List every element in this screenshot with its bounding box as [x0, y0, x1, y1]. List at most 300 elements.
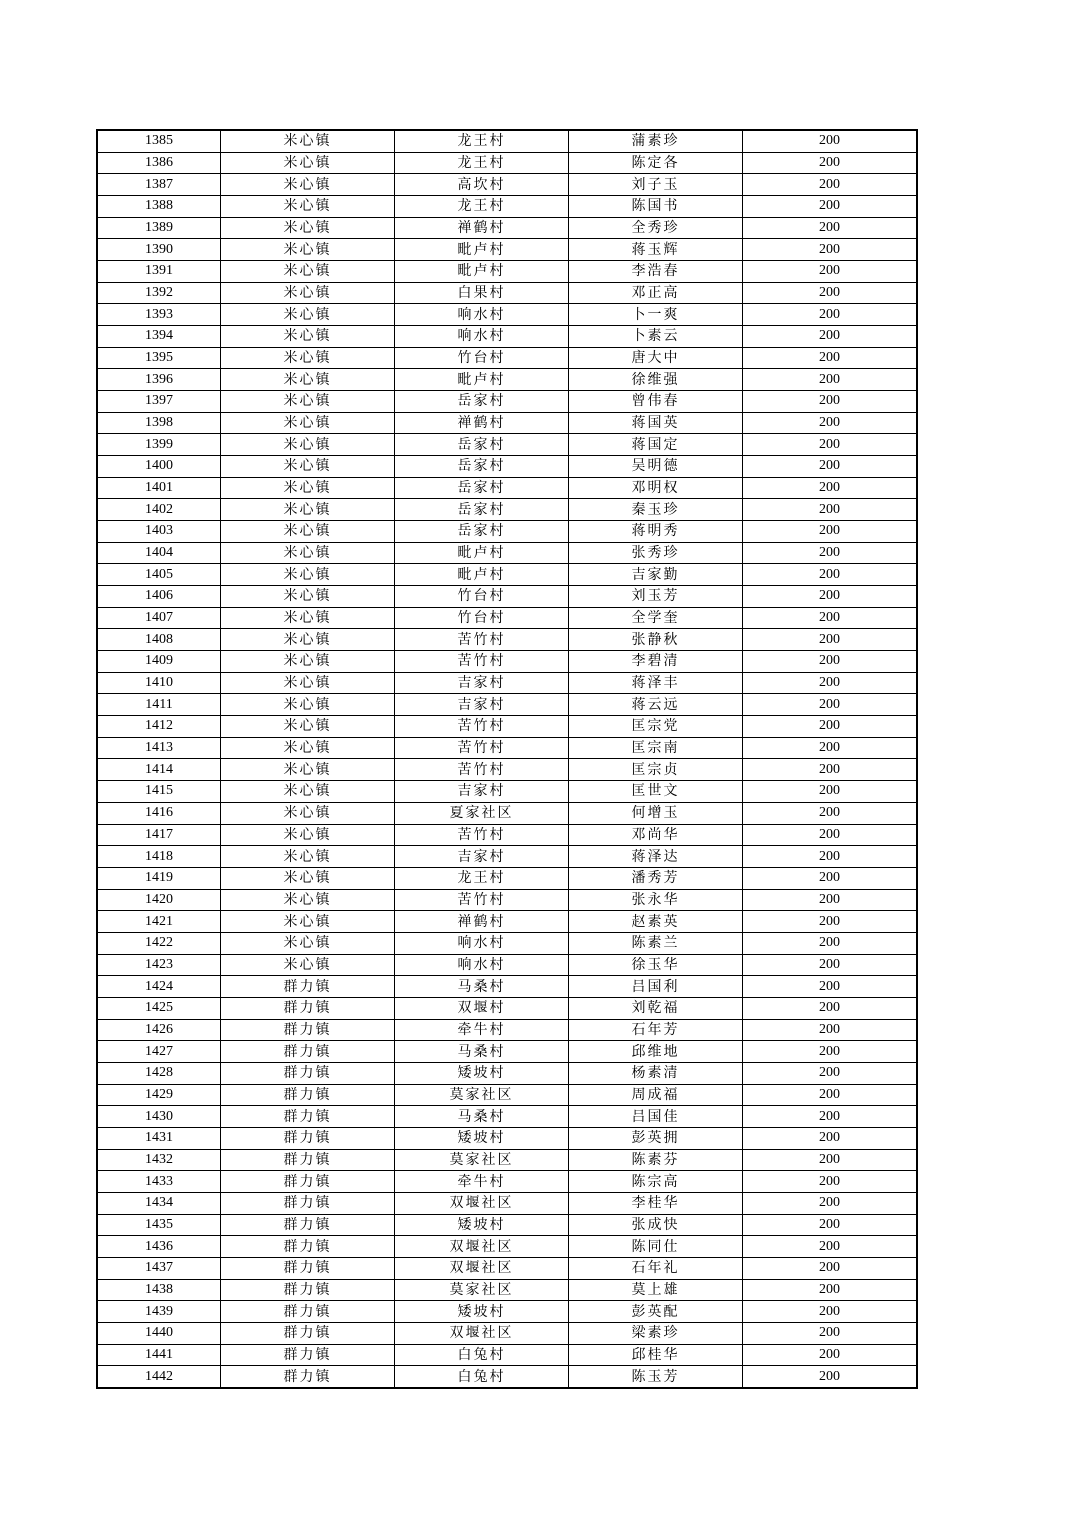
- amount-cell: 200: [743, 1344, 918, 1366]
- village-cell: 双堰社区: [395, 1192, 569, 1214]
- village-cell: 岳家村: [395, 456, 569, 478]
- row-number-cell: 1420: [97, 889, 221, 911]
- row-number-cell: 1425: [97, 997, 221, 1019]
- town-cell: 米心镇: [221, 217, 395, 239]
- table-row: [97, 651, 917, 673]
- row-number-cell: 1417: [97, 824, 221, 846]
- name-cell: 李浩春: [569, 261, 743, 283]
- amount-cell: 200: [743, 911, 918, 933]
- name-cell: 蒲素珍: [569, 130, 743, 152]
- row-number-cell: 1393: [97, 304, 221, 326]
- table-row: [97, 716, 917, 738]
- village-cell: 苦竹村: [395, 629, 569, 651]
- village-cell: 岳家村: [395, 521, 569, 543]
- village-cell: 马桑村: [395, 976, 569, 998]
- amount-cell: 200: [743, 217, 918, 239]
- town-cell: 米心镇: [221, 239, 395, 261]
- name-cell: 蒋国定: [569, 434, 743, 456]
- town-cell: 米心镇: [221, 304, 395, 326]
- village-cell: 龙王村: [395, 867, 569, 889]
- name-cell: 匡宗南: [569, 737, 743, 759]
- amount-cell: 200: [743, 1301, 918, 1323]
- village-cell: 禅鹤村: [395, 412, 569, 434]
- row-number-cell: 1433: [97, 1171, 221, 1193]
- town-cell: 米心镇: [221, 737, 395, 759]
- table-row: [97, 1301, 917, 1323]
- table-row: [97, 586, 917, 608]
- row-number-cell: 1442: [97, 1366, 221, 1388]
- table-row: [97, 867, 917, 889]
- town-cell: 群力镇: [221, 997, 395, 1019]
- row-number-cell: 1430: [97, 1106, 221, 1128]
- name-cell: 周成福: [569, 1084, 743, 1106]
- row-number-cell: 1428: [97, 1062, 221, 1084]
- village-cell: 马桑村: [395, 1041, 569, 1063]
- village-cell: 竹台村: [395, 607, 569, 629]
- table-row: [97, 456, 917, 478]
- name-cell: 张静秋: [569, 629, 743, 651]
- table-row: [97, 542, 917, 564]
- village-cell: 莫家社区: [395, 1149, 569, 1171]
- row-number-cell: 1432: [97, 1149, 221, 1171]
- table-row: [97, 976, 917, 998]
- row-number-cell: 1421: [97, 911, 221, 933]
- amount-cell: 200: [743, 499, 918, 521]
- village-cell: 矮坡村: [395, 1062, 569, 1084]
- table-row: [97, 1106, 917, 1128]
- row-number-cell: 1440: [97, 1322, 221, 1344]
- row-number-cell: 1414: [97, 759, 221, 781]
- amount-cell: 200: [743, 1192, 918, 1214]
- village-cell: 吉家村: [395, 846, 569, 868]
- name-cell: 邓尚华: [569, 824, 743, 846]
- table-row: [97, 889, 917, 911]
- amount-cell: 200: [743, 867, 918, 889]
- town-cell: 米心镇: [221, 174, 395, 196]
- table-row: [97, 1062, 917, 1084]
- table-row: [97, 759, 917, 781]
- village-cell: 双堰社区: [395, 1236, 569, 1258]
- row-number-cell: 1407: [97, 607, 221, 629]
- table-row: [97, 1171, 917, 1193]
- town-cell: 米心镇: [221, 282, 395, 304]
- town-cell: 米心镇: [221, 954, 395, 976]
- table-row: [97, 1084, 917, 1106]
- town-cell: 米心镇: [221, 651, 395, 673]
- village-cell: 岳家村: [395, 499, 569, 521]
- town-cell: 米心镇: [221, 889, 395, 911]
- town-cell: 米心镇: [221, 607, 395, 629]
- amount-cell: 200: [743, 369, 918, 391]
- table-row: [97, 261, 917, 283]
- subsidy-list-table-container: [96, 129, 913, 1389]
- town-cell: 群力镇: [221, 1214, 395, 1236]
- name-cell: 陈同仕: [569, 1236, 743, 1258]
- row-number-cell: 1441: [97, 1344, 221, 1366]
- row-number-cell: 1438: [97, 1279, 221, 1301]
- town-cell: 群力镇: [221, 1301, 395, 1323]
- row-number-cell: 1410: [97, 672, 221, 694]
- name-cell: 徐玉华: [569, 954, 743, 976]
- table-row: [97, 997, 917, 1019]
- town-cell: 米心镇: [221, 152, 395, 174]
- village-cell: 响水村: [395, 304, 569, 326]
- town-cell: 米心镇: [221, 434, 395, 456]
- table-row: [97, 607, 917, 629]
- town-cell: 米心镇: [221, 564, 395, 586]
- table-row: [97, 1192, 917, 1214]
- village-cell: 矮坡村: [395, 1301, 569, 1323]
- row-number-cell: 1439: [97, 1301, 221, 1323]
- row-number-cell: 1386: [97, 152, 221, 174]
- amount-cell: 200: [743, 1214, 918, 1236]
- name-cell: 蒋云远: [569, 694, 743, 716]
- amount-cell: 200: [743, 759, 918, 781]
- amount-cell: 200: [743, 954, 918, 976]
- table-row: [97, 737, 917, 759]
- town-cell: 米心镇: [221, 521, 395, 543]
- town-cell: 米心镇: [221, 586, 395, 608]
- table-row: [97, 217, 917, 239]
- village-cell: 毗卢村: [395, 369, 569, 391]
- row-number-cell: 1437: [97, 1257, 221, 1279]
- village-cell: 矮坡村: [395, 1214, 569, 1236]
- town-cell: 米心镇: [221, 456, 395, 478]
- row-number-cell: 1422: [97, 932, 221, 954]
- table-row: [97, 1366, 917, 1388]
- village-cell: 莫家社区: [395, 1084, 569, 1106]
- town-cell: 米心镇: [221, 824, 395, 846]
- village-cell: 岳家村: [395, 391, 569, 413]
- table-body: [97, 130, 917, 1388]
- amount-cell: 200: [743, 1322, 918, 1344]
- town-cell: 米心镇: [221, 867, 395, 889]
- table-row: [97, 802, 917, 824]
- table-row: [97, 1322, 917, 1344]
- name-cell: 石年芳: [569, 1019, 743, 1041]
- village-cell: 白兔村: [395, 1344, 569, 1366]
- table-row: [97, 499, 917, 521]
- row-number-cell: 1415: [97, 781, 221, 803]
- amount-cell: 200: [743, 1041, 918, 1063]
- name-cell: 何增玉: [569, 802, 743, 824]
- town-cell: 米心镇: [221, 759, 395, 781]
- town-cell: 米心镇: [221, 477, 395, 499]
- amount-cell: 200: [743, 542, 918, 564]
- village-cell: 苦竹村: [395, 759, 569, 781]
- town-cell: 群力镇: [221, 1344, 395, 1366]
- amount-cell: 200: [743, 282, 918, 304]
- table-row: [97, 781, 917, 803]
- amount-cell: 200: [743, 304, 918, 326]
- name-cell: 蒋明秀: [569, 521, 743, 543]
- name-cell: 蒋泽达: [569, 846, 743, 868]
- amount-cell: 200: [743, 997, 918, 1019]
- town-cell: 米心镇: [221, 781, 395, 803]
- amount-cell: 200: [743, 261, 918, 283]
- village-cell: 竹台村: [395, 347, 569, 369]
- amount-cell: 200: [743, 932, 918, 954]
- amount-cell: 200: [743, 1084, 918, 1106]
- table-row: [97, 824, 917, 846]
- village-cell: 牵牛村: [395, 1019, 569, 1041]
- row-number-cell: 1395: [97, 347, 221, 369]
- town-cell: 米心镇: [221, 369, 395, 391]
- village-cell: 双堰村: [395, 997, 569, 1019]
- town-cell: 米心镇: [221, 391, 395, 413]
- amount-cell: 200: [743, 1062, 918, 1084]
- row-number-cell: 1418: [97, 846, 221, 868]
- amount-cell: 200: [743, 130, 918, 152]
- amount-cell: 200: [743, 1106, 918, 1128]
- table-row: [97, 1344, 917, 1366]
- amount-cell: 200: [743, 1257, 918, 1279]
- table-row: [97, 1041, 917, 1063]
- table-row: [97, 1257, 917, 1279]
- amount-cell: 200: [743, 239, 918, 261]
- row-number-cell: 1429: [97, 1084, 221, 1106]
- village-cell: 龙王村: [395, 196, 569, 218]
- table-row: [97, 1127, 917, 1149]
- town-cell: 群力镇: [221, 976, 395, 998]
- name-cell: 张成快: [569, 1214, 743, 1236]
- name-cell: 陈素芬: [569, 1149, 743, 1171]
- name-cell: 邱桂华: [569, 1344, 743, 1366]
- town-cell: 群力镇: [221, 1171, 395, 1193]
- table-row: [97, 521, 917, 543]
- village-cell: 毗卢村: [395, 564, 569, 586]
- row-number-cell: 1423: [97, 954, 221, 976]
- name-cell: 蒋泽丰: [569, 672, 743, 694]
- amount-cell: 200: [743, 846, 918, 868]
- amount-cell: 200: [743, 196, 918, 218]
- amount-cell: 200: [743, 1236, 918, 1258]
- amount-cell: 200: [743, 152, 918, 174]
- town-cell: 米心镇: [221, 347, 395, 369]
- amount-cell: 200: [743, 781, 918, 803]
- row-number-cell: 1427: [97, 1041, 221, 1063]
- table-row: [97, 196, 917, 218]
- amount-cell: 200: [743, 1171, 918, 1193]
- name-cell: 蒋国英: [569, 412, 743, 434]
- row-number-cell: 1394: [97, 326, 221, 348]
- town-cell: 米心镇: [221, 542, 395, 564]
- row-number-cell: 1416: [97, 802, 221, 824]
- town-cell: 米心镇: [221, 802, 395, 824]
- table-row: [97, 347, 917, 369]
- amount-cell: 200: [743, 1279, 918, 1301]
- row-number-cell: 1426: [97, 1019, 221, 1041]
- village-cell: 白兔村: [395, 1366, 569, 1388]
- table-row: [97, 391, 917, 413]
- town-cell: 米心镇: [221, 130, 395, 152]
- town-cell: 群力镇: [221, 1192, 395, 1214]
- town-cell: 群力镇: [221, 1127, 395, 1149]
- town-cell: 米心镇: [221, 846, 395, 868]
- row-number-cell: 1435: [97, 1214, 221, 1236]
- row-number-cell: 1385: [97, 130, 221, 152]
- name-cell: 邓正高: [569, 282, 743, 304]
- table-row: [97, 152, 917, 174]
- amount-cell: 200: [743, 607, 918, 629]
- town-cell: 群力镇: [221, 1062, 395, 1084]
- amount-cell: 200: [743, 1019, 918, 1041]
- town-cell: 群力镇: [221, 1019, 395, 1041]
- row-number-cell: 1431: [97, 1127, 221, 1149]
- village-cell: 毗卢村: [395, 542, 569, 564]
- name-cell: 李碧清: [569, 651, 743, 673]
- name-cell: 徐维强: [569, 369, 743, 391]
- town-cell: 群力镇: [221, 1366, 395, 1388]
- row-number-cell: 1391: [97, 261, 221, 283]
- name-cell: 张秀珍: [569, 542, 743, 564]
- amount-cell: 200: [743, 477, 918, 499]
- town-cell: 群力镇: [221, 1084, 395, 1106]
- amount-cell: 200: [743, 629, 918, 651]
- name-cell: 潘秀芳: [569, 867, 743, 889]
- amount-cell: 200: [743, 326, 918, 348]
- row-number-cell: 1436: [97, 1236, 221, 1258]
- village-cell: 吉家村: [395, 694, 569, 716]
- name-cell: 赵素英: [569, 911, 743, 933]
- row-number-cell: 1419: [97, 867, 221, 889]
- village-cell: 马桑村: [395, 1106, 569, 1128]
- amount-cell: 200: [743, 1127, 918, 1149]
- table-row: [97, 564, 917, 586]
- amount-cell: 200: [743, 802, 918, 824]
- table-row: [97, 954, 917, 976]
- name-cell: 匡世文: [569, 781, 743, 803]
- table-row: [97, 911, 917, 933]
- village-cell: 岳家村: [395, 434, 569, 456]
- town-cell: 米心镇: [221, 261, 395, 283]
- table-row: [97, 239, 917, 261]
- town-cell: 米心镇: [221, 499, 395, 521]
- village-cell: 白果村: [395, 282, 569, 304]
- row-number-cell: 1396: [97, 369, 221, 391]
- row-number-cell: 1405: [97, 564, 221, 586]
- town-cell: 米心镇: [221, 932, 395, 954]
- name-cell: 陈国书: [569, 196, 743, 218]
- row-number-cell: 1403: [97, 521, 221, 543]
- name-cell: 吕国利: [569, 976, 743, 998]
- village-cell: 吉家村: [395, 781, 569, 803]
- village-cell: 禅鹤村: [395, 217, 569, 239]
- name-cell: 石年礼: [569, 1257, 743, 1279]
- village-cell: 夏家社区: [395, 802, 569, 824]
- name-cell: 彭英配: [569, 1301, 743, 1323]
- table-row: [97, 672, 917, 694]
- name-cell: 唐大中: [569, 347, 743, 369]
- amount-cell: 200: [743, 651, 918, 673]
- amount-cell: 200: [743, 976, 918, 998]
- amount-cell: 200: [743, 1366, 918, 1388]
- amount-cell: 200: [743, 586, 918, 608]
- name-cell: 陈宗高: [569, 1171, 743, 1193]
- town-cell: 米心镇: [221, 412, 395, 434]
- table-row: [97, 629, 917, 651]
- village-cell: 岳家村: [395, 477, 569, 499]
- name-cell: 匡宗党: [569, 716, 743, 738]
- table-row: [97, 304, 917, 326]
- village-cell: 苦竹村: [395, 651, 569, 673]
- table-row: [97, 477, 917, 499]
- name-cell: 吴明德: [569, 456, 743, 478]
- town-cell: 群力镇: [221, 1322, 395, 1344]
- name-cell: 全秀珍: [569, 217, 743, 239]
- town-cell: 米心镇: [221, 629, 395, 651]
- row-number-cell: 1388: [97, 196, 221, 218]
- town-cell: 群力镇: [221, 1106, 395, 1128]
- amount-cell: 200: [743, 521, 918, 543]
- village-cell: 龙王村: [395, 152, 569, 174]
- table-row: [97, 1214, 917, 1236]
- amount-cell: 200: [743, 412, 918, 434]
- village-cell: 苦竹村: [395, 824, 569, 846]
- table-row: [97, 932, 917, 954]
- town-cell: 米心镇: [221, 911, 395, 933]
- table-row: [97, 1279, 917, 1301]
- row-number-cell: 1424: [97, 976, 221, 998]
- amount-cell: 200: [743, 672, 918, 694]
- amount-cell: 200: [743, 564, 918, 586]
- amount-cell: 200: [743, 434, 918, 456]
- village-cell: 高坎村: [395, 174, 569, 196]
- village-cell: 双堰社区: [395, 1322, 569, 1344]
- name-cell: 刘子玉: [569, 174, 743, 196]
- amount-cell: 200: [743, 889, 918, 911]
- village-cell: 苦竹村: [395, 889, 569, 911]
- village-cell: 龙王村: [395, 130, 569, 152]
- row-number-cell: 1398: [97, 412, 221, 434]
- table-row: [97, 434, 917, 456]
- amount-cell: 200: [743, 456, 918, 478]
- subsidy-list-table: [96, 129, 918, 1389]
- row-number-cell: 1434: [97, 1192, 221, 1214]
- town-cell: 群力镇: [221, 1236, 395, 1258]
- name-cell: 卜一爽: [569, 304, 743, 326]
- row-number-cell: 1400: [97, 456, 221, 478]
- name-cell: 吕国佳: [569, 1106, 743, 1128]
- row-number-cell: 1404: [97, 542, 221, 564]
- town-cell: 米心镇: [221, 326, 395, 348]
- name-cell: 卜素云: [569, 326, 743, 348]
- village-cell: 苦竹村: [395, 737, 569, 759]
- row-number-cell: 1401: [97, 477, 221, 499]
- table-row: [97, 1149, 917, 1171]
- village-cell: 牵牛村: [395, 1171, 569, 1193]
- row-number-cell: 1408: [97, 629, 221, 651]
- name-cell: 邱维地: [569, 1041, 743, 1063]
- table-row: [97, 412, 917, 434]
- amount-cell: 200: [743, 174, 918, 196]
- town-cell: 群力镇: [221, 1149, 395, 1171]
- amount-cell: 200: [743, 694, 918, 716]
- name-cell: 蒋玉辉: [569, 239, 743, 261]
- name-cell: 杨素清: [569, 1062, 743, 1084]
- name-cell: 秦玉珍: [569, 499, 743, 521]
- row-number-cell: 1389: [97, 217, 221, 239]
- village-cell: 莫家社区: [395, 1279, 569, 1301]
- amount-cell: 200: [743, 737, 918, 759]
- village-cell: 毗卢村: [395, 239, 569, 261]
- row-number-cell: 1390: [97, 239, 221, 261]
- village-cell: 竹台村: [395, 586, 569, 608]
- village-cell: 响水村: [395, 326, 569, 348]
- village-cell: 禅鹤村: [395, 911, 569, 933]
- town-cell: 群力镇: [221, 1257, 395, 1279]
- village-cell: 响水村: [395, 954, 569, 976]
